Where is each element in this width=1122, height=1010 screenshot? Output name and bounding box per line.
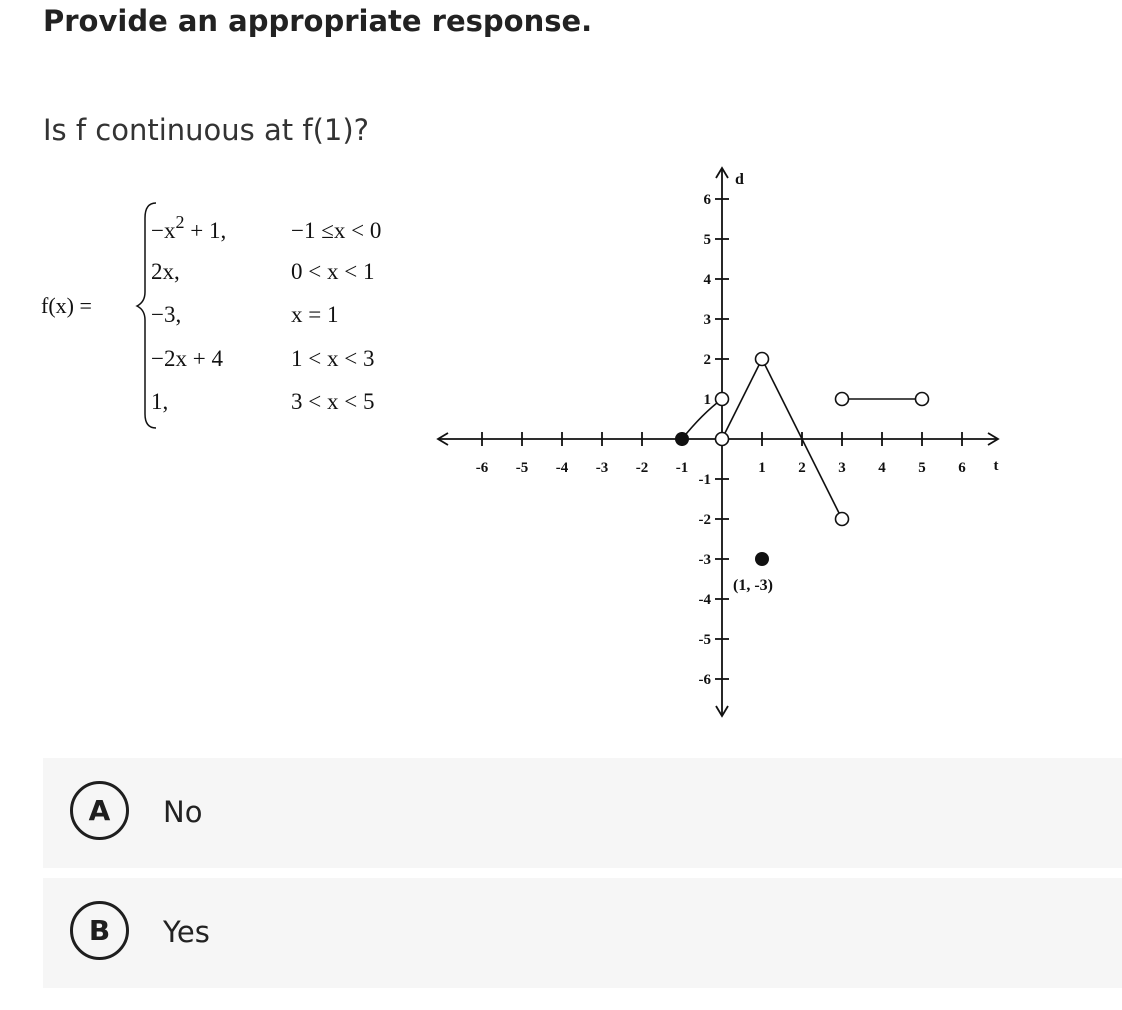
x-tick-label: -4	[555, 460, 569, 476]
y-tick-label: 5	[703, 232, 711, 248]
case-3-condition: x = 1	[291, 302, 339, 327]
y-tick-label: -1	[698, 472, 711, 488]
y-tick-label: -6	[698, 672, 711, 688]
x-tick-label: 3	[838, 460, 846, 476]
y-tick-label: 1	[703, 392, 711, 408]
y-tick-label: -5	[698, 632, 711, 648]
case-1-expression: $-x^2 + 1$,	[151, 212, 227, 243]
y-tick-label: 2	[703, 352, 711, 368]
question-text: Is f continuous at f(1)?	[43, 113, 370, 147]
choice-text: Yes	[163, 915, 210, 949]
choice-letter-badge: B	[70, 901, 129, 960]
case-5-condition: 3 < x < 5	[291, 389, 375, 414]
x-axis-label: t	[993, 458, 999, 474]
x-tick-label: 2	[798, 460, 806, 476]
case-4-expression: −2x + 4	[151, 346, 223, 371]
case-4-condition: 1 < x < 3	[291, 346, 375, 371]
closed-point-1-neg3	[755, 552, 769, 566]
choice-letter-badge: A	[70, 781, 129, 840]
problem-figure	[38, 160, 1010, 722]
choice-text: No	[163, 795, 203, 829]
y-tick-label: -2	[698, 512, 711, 528]
open-point-1-2	[756, 353, 769, 366]
x-tick-label: -3	[595, 460, 609, 476]
x-tick-label: -5	[515, 460, 529, 476]
open-point-0-0	[716, 433, 729, 446]
point-label: (1, -3)	[733, 577, 773, 594]
x-tick-label: 6	[958, 460, 966, 476]
y-tick-label: 6	[703, 192, 711, 208]
x-tick-label: 4	[878, 460, 886, 476]
curve-piece-1	[682, 399, 722, 439]
function-definition	[41, 203, 381, 428]
problem-figure-svg	[38, 160, 1010, 722]
closed-point-neg1-0	[675, 432, 689, 446]
y-axis-label: d	[735, 171, 744, 188]
open-point-3-neg2	[836, 513, 849, 526]
coordinate-graph	[438, 168, 999, 716]
x-tick-labels	[476, 458, 999, 476]
answer-choice-b[interactable]	[43, 878, 1122, 988]
y-tick-label: 4	[703, 272, 711, 288]
x-tick-label: -2	[635, 460, 649, 476]
y-tick-label: -3	[698, 552, 711, 568]
x-tick-label: -1	[675, 460, 689, 476]
answer-choice-a[interactable]	[43, 758, 1122, 868]
case-3-expression: −3,	[151, 302, 182, 327]
case-2-expression: 2x,	[151, 259, 180, 284]
case-2-condition: 0 < x < 1	[291, 259, 375, 284]
function-name: f(x) =	[41, 293, 92, 318]
x-tick-label: 1	[758, 460, 766, 476]
open-point-3-1	[836, 393, 849, 406]
y-tick-label: -4	[698, 592, 711, 608]
open-point-0-1	[716, 393, 729, 406]
open-point-5-1	[916, 393, 929, 406]
case-5-expression: 1,	[151, 389, 169, 414]
case-1-condition: −1 ≤x < 0	[291, 218, 382, 243]
x-tick-label: 5	[918, 460, 926, 476]
x-tick-label: -6	[475, 460, 489, 476]
y-tick-label: 3	[703, 312, 711, 328]
question-heading: Provide an appropriate response.	[43, 4, 593, 38]
y-tick-labels	[699, 192, 712, 688]
